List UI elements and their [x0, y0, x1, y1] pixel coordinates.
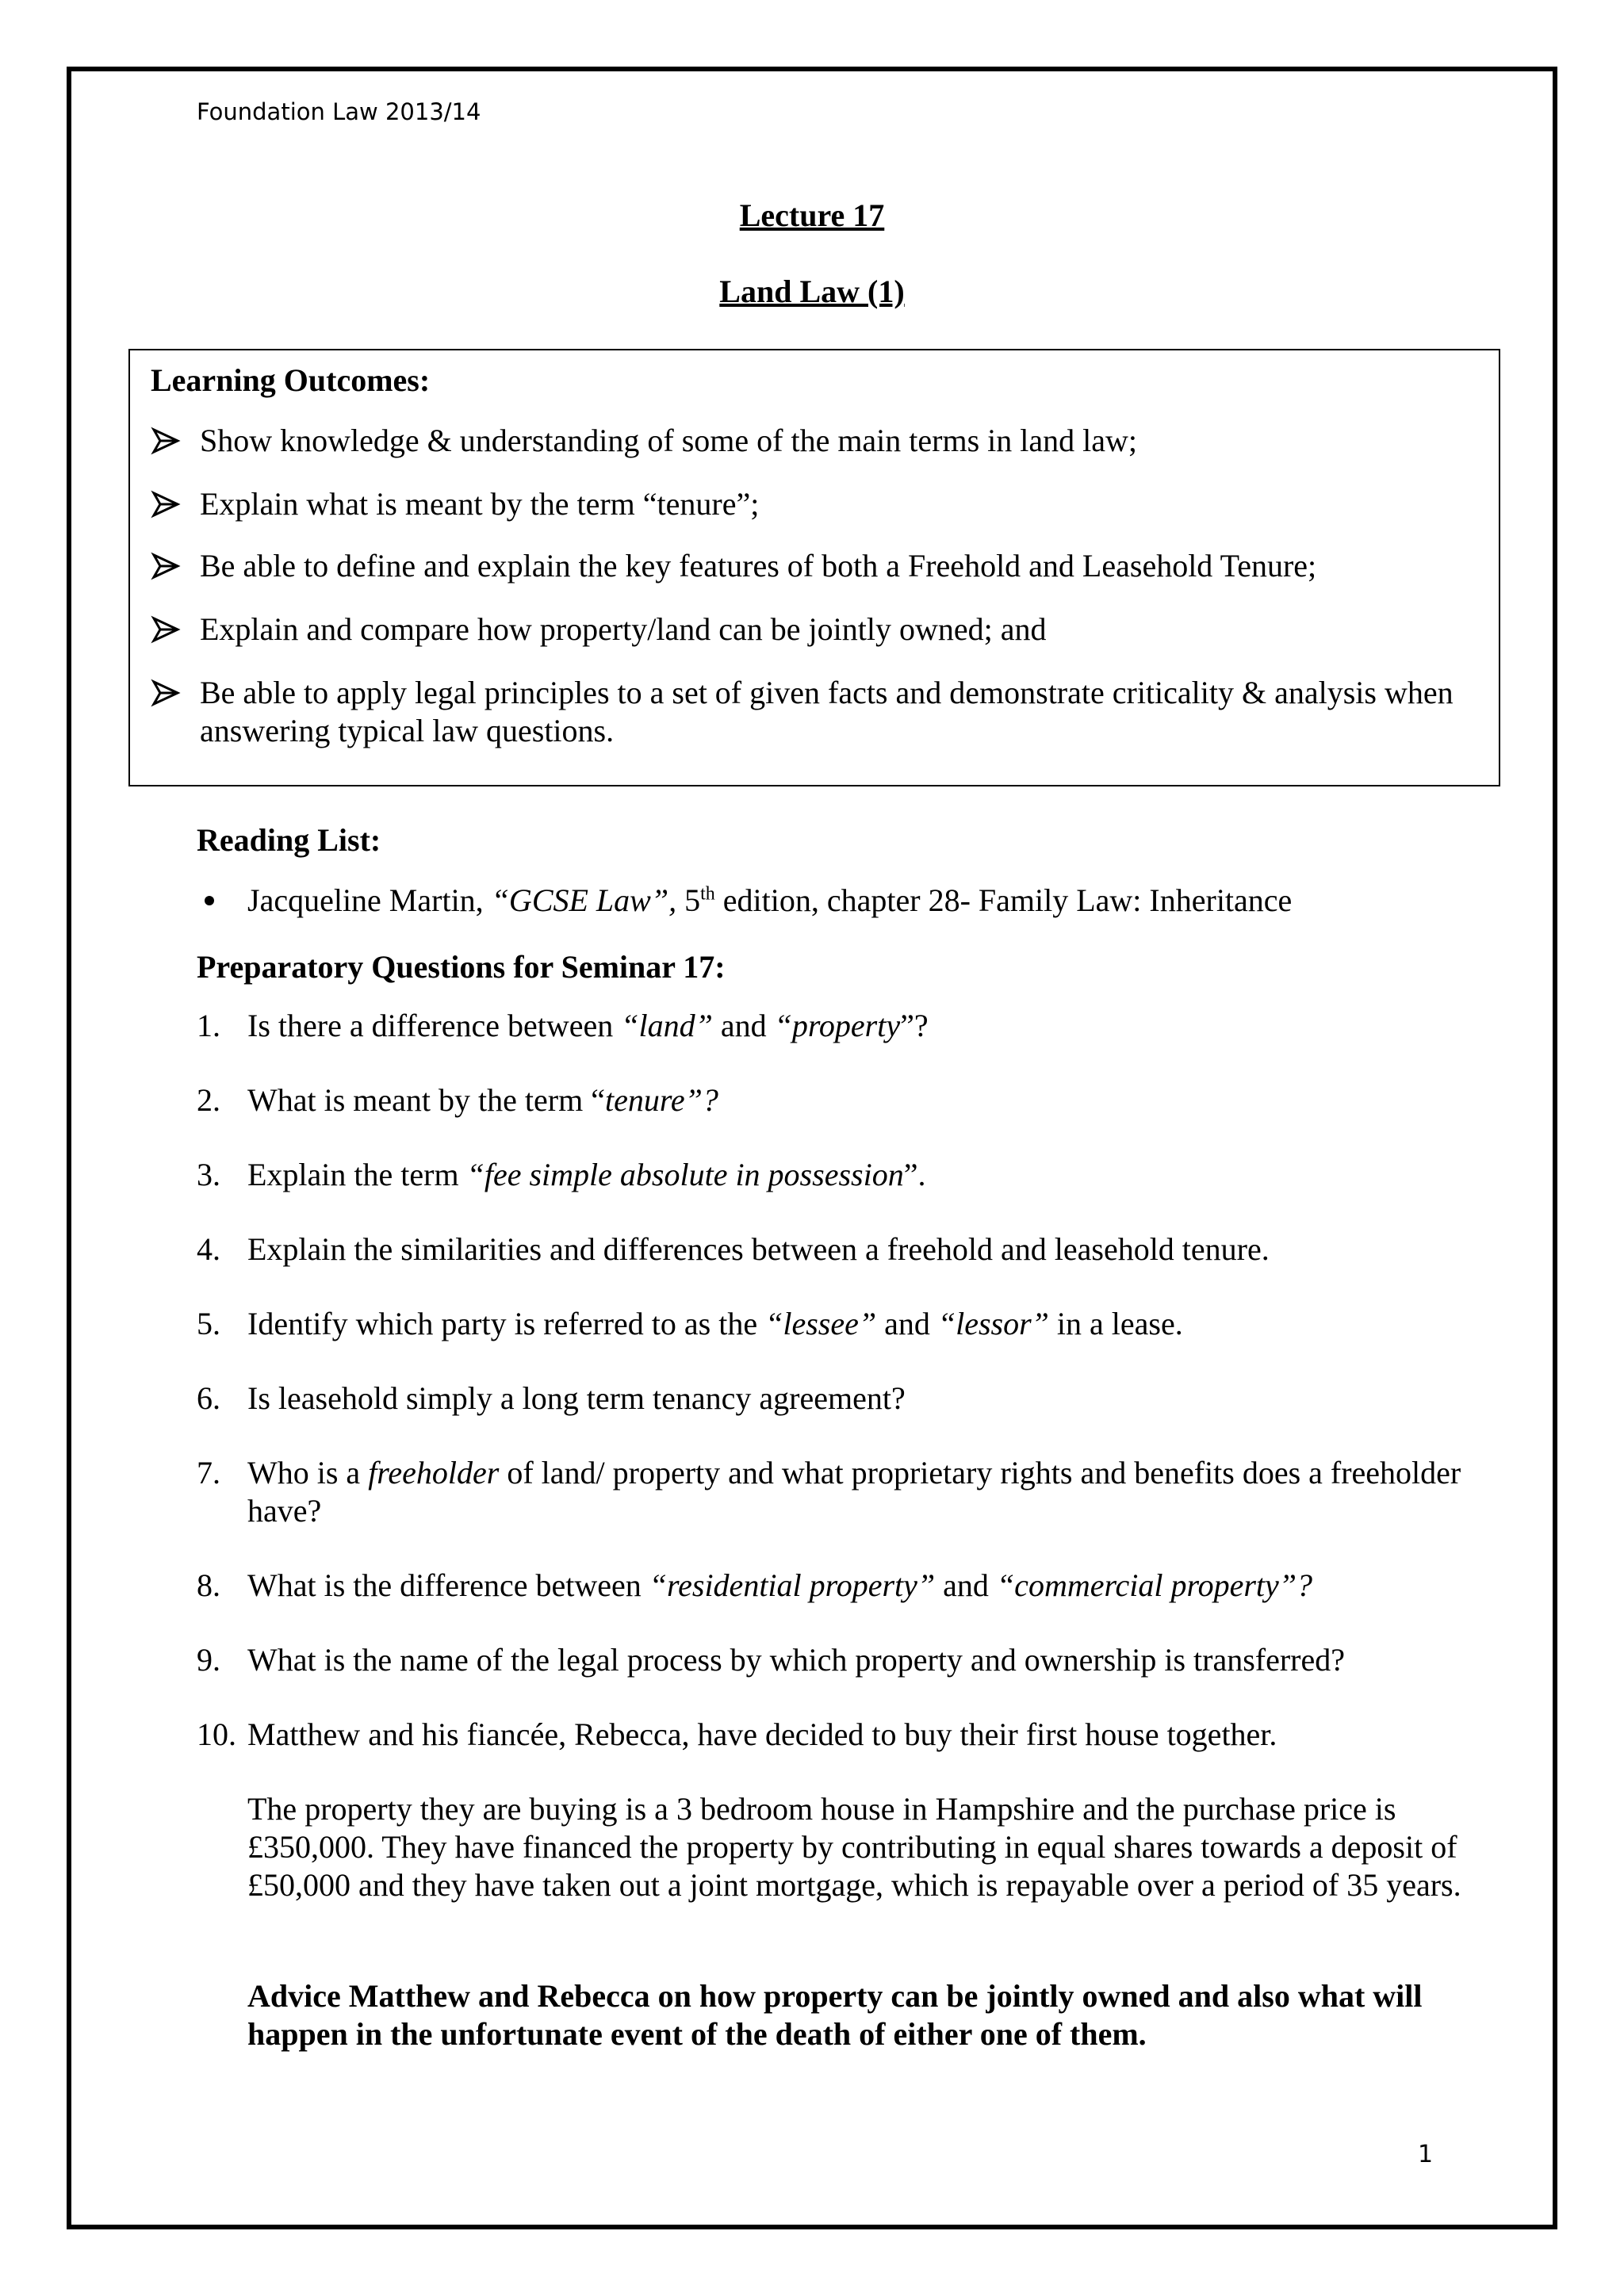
- reading-author: Jacqueline Martin,: [247, 882, 492, 918]
- question-term: tenure”?: [604, 1082, 718, 1118]
- question-term: “land”: [621, 1008, 713, 1043]
- question-term: “lessor”: [937, 1306, 1049, 1341]
- question-number: 1.: [197, 1008, 220, 1043]
- question-term: “commercial property”?: [996, 1567, 1313, 1603]
- question-term: “lessee”: [765, 1306, 877, 1341]
- question-term: “property: [774, 1008, 901, 1043]
- advice-instruction: Advice Matthew and Rebecca on how property can be jointly owned and also what will happen in the unfortunate event of the death of either one of them.: [247, 1978, 1423, 2052]
- question-text: ”?: [900, 1008, 929, 1043]
- reading-chapter: edition, chapter 28- Family Law: Inheritance: [714, 882, 1293, 918]
- page-number: 1: [1418, 2141, 1434, 2168]
- course-header: Foundation Law 2013/14: [197, 98, 481, 125]
- question-term: “fee simple absolute in possession: [466, 1157, 904, 1192]
- bullet-dot-icon: [205, 896, 214, 905]
- arrow-bullet-icon: [151, 674, 182, 712]
- question-text: Identify which party is referred to as the: [247, 1306, 766, 1341]
- question-text: What is meant by the term “: [247, 1082, 605, 1118]
- scenario-paragraph: The property they are buying is a 3 bedroom house in Hampshire and the purchase price is £350,000. They have financed the property by contributing in equal shares towards a deposit of £50,000 and they have taken out a joint mortgage, which is repayable over a period of 35 years.: [247, 1791, 1461, 1903]
- question-text: of land/ property and what proprietary rights and benefits does a freeholder have?: [247, 1455, 1461, 1529]
- question-text: and: [876, 1306, 938, 1341]
- arrow-bullet-icon: [151, 485, 182, 523]
- learning-outcomes-heading: Learning Outcomes:: [151, 362, 431, 398]
- preparatory-heading: Preparatory Questions for Seminar 17:: [197, 949, 726, 985]
- question-text: What is the difference between: [247, 1567, 649, 1603]
- question-term: “residential property”: [649, 1567, 936, 1603]
- question-number: 2.: [197, 1082, 220, 1118]
- arrow-bullet-icon: [151, 610, 182, 649]
- question-number: 9.: [197, 1642, 220, 1678]
- question-number: 4.: [197, 1231, 220, 1267]
- question-text: Matthew and his fiancée, Rebecca, have decided to buy their first house together.: [247, 1716, 1277, 1752]
- question-text: Who is a: [247, 1455, 369, 1490]
- outcome-text: Be able to define and explain the key features of both a Freehold and Leasehold Tenure;: [200, 548, 1317, 584]
- question-text: in a lease.: [1048, 1306, 1183, 1341]
- question-number: 3.: [197, 1157, 220, 1192]
- question-text: and: [712, 1008, 775, 1043]
- question-text: Is leasehold simply a long term tenancy agreement?: [247, 1380, 906, 1416]
- reading-edition-suffix: th: [700, 883, 715, 905]
- topic-title: Land Law (1): [719, 274, 905, 309]
- reading-edition: 5: [676, 882, 701, 918]
- question-text: Is there a difference between: [247, 1008, 622, 1043]
- question-text: Explain the similarities and differences between a freehold and leasehold tenure.: [247, 1231, 1270, 1267]
- arrow-bullet-icon: [151, 547, 182, 585]
- question-text: ”.: [903, 1157, 926, 1192]
- outcome-text: Explain what is meant by the term “tenure”;: [200, 486, 760, 522]
- reading-book-title: “GCSE Law”,: [491, 882, 677, 918]
- question-term: freeholder: [368, 1455, 500, 1490]
- outcome-text: Be able to apply legal principles to a set of given facts and demonstrate criticality & analysis when answering typical law questions.: [200, 675, 1454, 748]
- question-text: Explain the term: [247, 1157, 467, 1192]
- question-number: 6.: [197, 1380, 220, 1416]
- question-number: 10.: [197, 1716, 236, 1752]
- outcome-text: Explain and compare how property/land can be jointly owned; and: [200, 611, 1047, 647]
- lecture-title: Lecture 17: [739, 197, 885, 233]
- arrow-bullet-icon: [151, 422, 182, 460]
- reading-list-heading: Reading List:: [197, 822, 381, 858]
- question-number: 7.: [197, 1455, 220, 1490]
- question-number: 8.: [197, 1567, 220, 1603]
- question-text: What is the name of the legal process by which property and ownership is transferred?: [247, 1642, 1345, 1678]
- question-number: 5.: [197, 1306, 220, 1341]
- outcome-text: Show knowledge & understanding of some of the main terms in land law;: [200, 423, 1138, 458]
- question-text: and: [935, 1567, 997, 1603]
